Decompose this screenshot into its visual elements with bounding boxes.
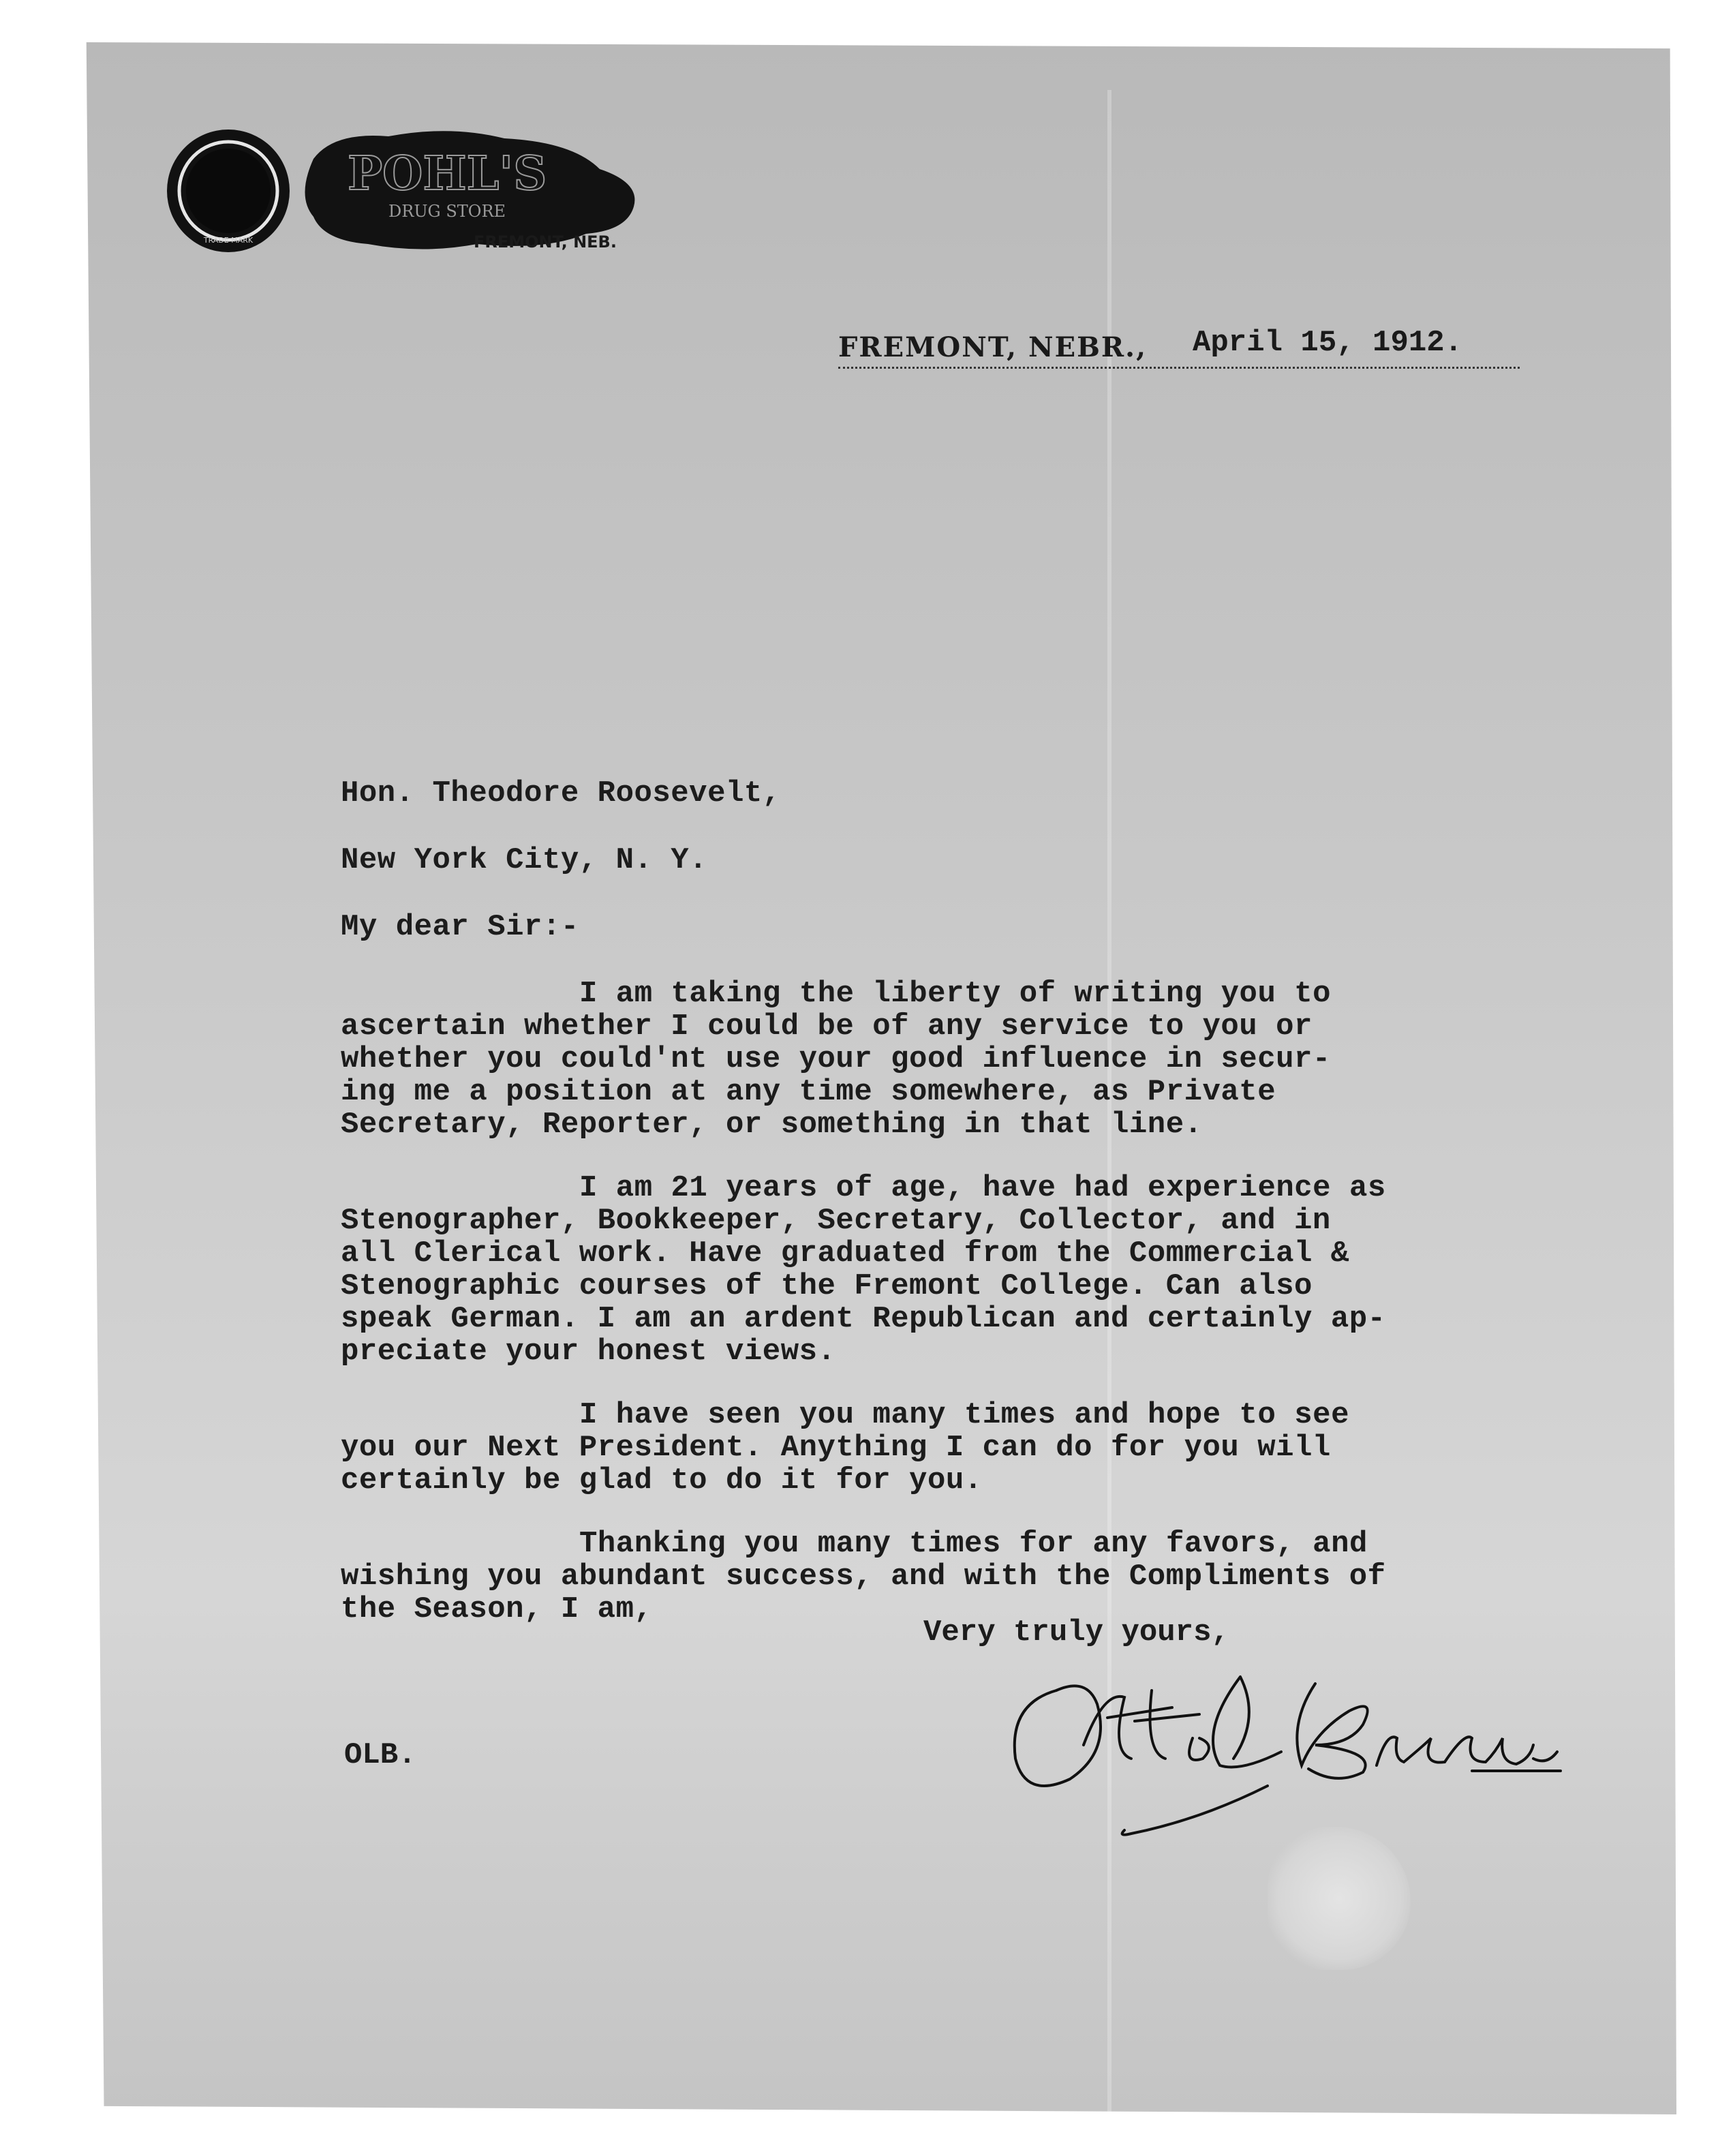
complimentary-close: Very truly yours, bbox=[923, 1615, 1229, 1650]
paragraph-line: Thanking you many times for any favors, and bbox=[579, 1527, 1368, 1561]
dateline bbox=[838, 326, 1520, 369]
brand-subtitle: DRUG STORE bbox=[388, 202, 506, 221]
paragraph-4 bbox=[341, 1528, 1445, 1626]
paragraph-line: you our Next President. Anything I can do for you will bbox=[341, 1431, 1331, 1465]
paragraph-line: the Season, I am, bbox=[341, 1592, 653, 1626]
letter-date: April 15, 1912. bbox=[1193, 326, 1463, 360]
letterhead-logo bbox=[164, 121, 668, 261]
recipient-name: Hon. Theodore Roosevelt, bbox=[341, 776, 781, 810]
trademark-text: TRADE MARK bbox=[203, 236, 254, 245]
recipient-address: New York City, N. Y. bbox=[341, 843, 708, 877]
dateline-place: FREMONT, NEBR., bbox=[838, 331, 1147, 363]
paragraph-line: wishing you abundant success, and with the Compliments of bbox=[341, 1560, 1386, 1594]
paragraph-line: I am taking the liberty of writing you to bbox=[579, 977, 1332, 1011]
paragraph-2 bbox=[341, 1172, 1445, 1368]
handwritten-signature bbox=[995, 1650, 1567, 1847]
paragraph-1 bbox=[341, 977, 1445, 1141]
paragraph-line: Stenographer, Bookkeeper, Secretary, Collector, and in bbox=[341, 1204, 1331, 1238]
paragraph-line: all Clerical work. Have graduated from the Commercial & bbox=[341, 1236, 1349, 1271]
paragraph-line: Stenographic courses of the Fremont College. Can also bbox=[341, 1269, 1313, 1303]
paragraph-line: preciate your honest views. bbox=[341, 1335, 836, 1369]
paragraph-3 bbox=[341, 1399, 1445, 1497]
paragraph-line: I have seen you many times and hope to see bbox=[579, 1398, 1349, 1432]
paragraph-line: ascertain whether I could be of any service to you or bbox=[341, 1009, 1313, 1044]
paragraph-line: I am 21 years of age, have had experience as bbox=[579, 1171, 1386, 1205]
typist-initials: OLB. bbox=[344, 1738, 416, 1772]
paragraph-line: certainly be glad to do it for you. bbox=[341, 1463, 983, 1498]
brand-name: POHL'S bbox=[348, 147, 547, 201]
paragraph-line: speak German. I am an ardent Republican and certainly ap- bbox=[341, 1302, 1386, 1336]
letter-body bbox=[341, 777, 1445, 1626]
paragraph-line: Secretary, Reporter, or something in that line. bbox=[341, 1108, 1203, 1142]
paragraph-line: whether you could'nt use your good influence in secur- bbox=[341, 1042, 1331, 1076]
paragraph-line: ing me a position at any time somewhere, as Private bbox=[341, 1075, 1276, 1109]
salutation: My dear Sir:- bbox=[341, 910, 579, 944]
letterhead-location: FREMONT, NEB. bbox=[474, 232, 617, 252]
